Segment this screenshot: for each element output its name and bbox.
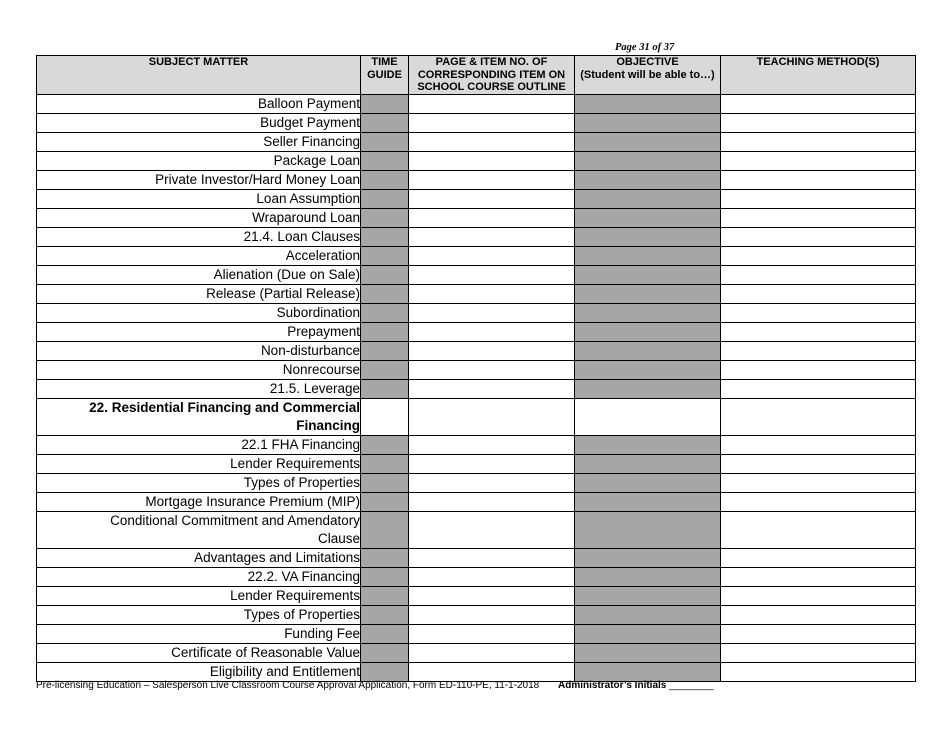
time-guide-cell xyxy=(361,379,409,398)
page-item-cell xyxy=(409,246,575,265)
subject-cell: Certificate of Reasonable Value xyxy=(37,643,361,662)
teaching-method-cell xyxy=(721,246,916,265)
table-row xyxy=(37,473,916,492)
objective-cell xyxy=(575,398,721,435)
objective-cell xyxy=(575,624,721,643)
page-item-cell xyxy=(409,341,575,360)
subject-cell: Acceleration xyxy=(37,246,361,265)
table-row xyxy=(37,586,916,605)
subject-cell: Mortgage Insurance Premium (MIP) xyxy=(37,492,361,511)
page-item-cell xyxy=(409,170,575,189)
table-row xyxy=(37,548,916,567)
time-guide-cell xyxy=(361,265,409,284)
table-row xyxy=(37,360,916,379)
objective-cell xyxy=(575,151,721,170)
time-guide-cell xyxy=(361,492,409,511)
time-guide-cell xyxy=(361,303,409,322)
page-item-cell xyxy=(409,454,575,473)
table-row xyxy=(37,511,916,548)
time-guide-cell xyxy=(361,170,409,189)
time-guide-cell xyxy=(361,151,409,170)
teaching-method-cell xyxy=(721,398,916,435)
objective-cell xyxy=(575,246,721,265)
table-row xyxy=(37,151,916,170)
page-item-cell xyxy=(409,492,575,511)
section-heading-cell: 22. Residential Financing and Commercial Financing xyxy=(37,398,361,435)
subject-cell: Funding Fee xyxy=(37,624,361,643)
objective-cell xyxy=(575,567,721,586)
objective-cell xyxy=(575,170,721,189)
teaching-method-cell xyxy=(721,624,916,643)
subject-cell: Budget Payment xyxy=(37,113,361,132)
table-row xyxy=(37,567,916,586)
section-heading-row xyxy=(37,398,916,435)
objective-cell xyxy=(575,511,721,548)
time-guide-cell xyxy=(361,132,409,151)
subject-cell: Advantages and Limitations xyxy=(37,548,361,567)
page-item-cell xyxy=(409,227,575,246)
subject-cell: Loan Assumption xyxy=(37,189,361,208)
subject-cell: Seller Financing xyxy=(37,132,361,151)
table-row xyxy=(37,341,916,360)
time-guide-cell xyxy=(361,322,409,341)
page-item-cell xyxy=(409,586,575,605)
teaching-methods-header: TEACHING METHOD(S) xyxy=(721,56,916,95)
page-item-cell xyxy=(409,398,575,435)
table-row xyxy=(37,189,916,208)
subject-cell: Alienation (Due on Sale) xyxy=(37,265,361,284)
table-row xyxy=(37,113,916,132)
table-row xyxy=(37,227,916,246)
time-guide-cell xyxy=(361,567,409,586)
teaching-method-cell xyxy=(721,113,916,132)
page-item-cell xyxy=(409,624,575,643)
objective-cell xyxy=(575,322,721,341)
subject-cell: Types of Properties xyxy=(37,605,361,624)
objective-cell xyxy=(575,454,721,473)
objective-cell xyxy=(575,379,721,398)
page-item-cell xyxy=(409,548,575,567)
table-row xyxy=(37,643,916,662)
objective-cell xyxy=(575,113,721,132)
teaching-method-cell xyxy=(721,379,916,398)
subject-cell: 21.5. Leverage xyxy=(37,379,361,398)
time-guide-cell xyxy=(361,586,409,605)
page-item-cell xyxy=(409,284,575,303)
subject-cell: Types of Properties xyxy=(37,473,361,492)
page-item-cell xyxy=(409,322,575,341)
table-row xyxy=(37,322,916,341)
objective-cell xyxy=(575,265,721,284)
subject-cell: Private Investor/Hard Money Loan xyxy=(37,170,361,189)
page-item-header: PAGE & ITEM NO. OF CORRESPONDING ITEM ON SCHOOL COURSE OUTLINE xyxy=(409,56,575,95)
page-item-cell xyxy=(409,265,575,284)
time-guide-header: TIME GUIDE xyxy=(361,56,409,95)
time-guide-cell xyxy=(361,605,409,624)
subject-cell: 22.2. VA Financing xyxy=(37,567,361,586)
teaching-method-cell xyxy=(721,435,916,454)
time-guide-cell xyxy=(361,94,409,113)
teaching-method-cell xyxy=(721,511,916,548)
page-item-cell xyxy=(409,189,575,208)
time-guide-cell xyxy=(361,398,409,435)
page-item-cell xyxy=(409,208,575,227)
teaching-method-cell xyxy=(721,643,916,662)
teaching-method-cell xyxy=(721,360,916,379)
objective-cell xyxy=(575,132,721,151)
teaching-method-cell xyxy=(721,473,916,492)
initials-blank: ________ xyxy=(669,680,714,691)
teaching-method-cell xyxy=(721,151,916,170)
table-row xyxy=(37,435,916,454)
subject-cell: 22.1 FHA Financing xyxy=(37,435,361,454)
table-row xyxy=(37,605,916,624)
teaching-method-cell xyxy=(721,189,916,208)
header-row xyxy=(37,56,916,95)
objective-cell xyxy=(575,605,721,624)
page-item-cell xyxy=(409,435,575,454)
page-item-cell xyxy=(409,643,575,662)
table-row xyxy=(37,265,916,284)
table-row xyxy=(37,284,916,303)
objective-cell xyxy=(575,492,721,511)
subject-matter-header: SUBJECT MATTER xyxy=(37,56,361,95)
table-row xyxy=(37,454,916,473)
objective-cell xyxy=(575,303,721,322)
time-guide-cell xyxy=(361,435,409,454)
objective-cell xyxy=(575,473,721,492)
teaching-method-cell xyxy=(721,548,916,567)
page-item-cell xyxy=(409,132,575,151)
page-item-cell xyxy=(409,605,575,624)
table-row xyxy=(37,208,916,227)
objective-cell xyxy=(575,284,721,303)
subject-cell: Prepayment xyxy=(37,322,361,341)
course-outline-table xyxy=(36,55,916,682)
time-guide-cell xyxy=(361,643,409,662)
table-row xyxy=(37,132,916,151)
table-row xyxy=(37,662,916,681)
objective-cell xyxy=(575,227,721,246)
page-item-cell xyxy=(409,94,575,113)
objective-cell xyxy=(575,643,721,662)
subject-cell: Lender Requirements xyxy=(37,454,361,473)
table-row xyxy=(37,492,916,511)
subject-cell: Subordination xyxy=(37,303,361,322)
page-item-cell xyxy=(409,379,575,398)
time-guide-cell xyxy=(361,246,409,265)
time-guide-cell xyxy=(361,208,409,227)
time-guide-cell xyxy=(361,341,409,360)
teaching-method-cell xyxy=(721,454,916,473)
table-row xyxy=(37,624,916,643)
page-item-cell xyxy=(409,473,575,492)
subject-cell: Wraparound Loan xyxy=(37,208,361,227)
teaching-method-cell xyxy=(721,303,916,322)
objective-cell xyxy=(575,341,721,360)
page-item-cell xyxy=(409,567,575,586)
time-guide-cell xyxy=(361,662,409,681)
page-item-cell xyxy=(409,113,575,132)
time-guide-cell xyxy=(361,284,409,303)
objective-header: OBJECTIVE (Student will be able to…) xyxy=(575,56,721,95)
time-guide-cell xyxy=(361,360,409,379)
page-item-cell xyxy=(409,360,575,379)
subject-cell: 21.4. Loan Clauses xyxy=(37,227,361,246)
subject-cell: Eligibility and Entitlement xyxy=(37,662,361,681)
objective-cell xyxy=(575,208,721,227)
time-guide-cell xyxy=(361,624,409,643)
page-footer xyxy=(36,680,714,691)
subject-cell: Package Loan xyxy=(37,151,361,170)
teaching-method-cell xyxy=(721,322,916,341)
time-guide-cell xyxy=(361,511,409,548)
objective-cell xyxy=(575,435,721,454)
teaching-method-cell xyxy=(721,170,916,189)
page-number: Page 31 of 37 xyxy=(615,42,675,53)
subject-cell: Non-disturbance xyxy=(37,341,361,360)
objective-cell xyxy=(575,94,721,113)
teaching-method-cell xyxy=(721,605,916,624)
teaching-method-cell xyxy=(721,567,916,586)
objective-cell xyxy=(575,189,721,208)
table-row xyxy=(37,170,916,189)
page-item-cell xyxy=(409,303,575,322)
teaching-method-cell xyxy=(721,208,916,227)
time-guide-cell xyxy=(361,548,409,567)
objective-cell xyxy=(575,548,721,567)
table-row xyxy=(37,246,916,265)
page-item-cell xyxy=(409,151,575,170)
teaching-method-cell xyxy=(721,341,916,360)
time-guide-cell xyxy=(361,113,409,132)
time-guide-cell xyxy=(361,189,409,208)
time-guide-cell xyxy=(361,454,409,473)
page-item-cell xyxy=(409,511,575,548)
teaching-method-cell xyxy=(721,492,916,511)
objective-cell xyxy=(575,360,721,379)
time-guide-cell xyxy=(361,227,409,246)
subject-cell: Nonrecourse xyxy=(37,360,361,379)
teaching-method-cell xyxy=(721,132,916,151)
objective-cell xyxy=(575,586,721,605)
initials-label: Administrator’s Initials xyxy=(558,680,667,691)
time-guide-cell xyxy=(361,473,409,492)
table-row xyxy=(37,379,916,398)
subject-cell: Release (Partial Release) xyxy=(37,284,361,303)
page-item-cell xyxy=(409,662,575,681)
table-row xyxy=(37,303,916,322)
teaching-method-cell xyxy=(721,265,916,284)
teaching-method-cell xyxy=(721,94,916,113)
subject-cell: Lender Requirements xyxy=(37,586,361,605)
teaching-method-cell xyxy=(721,227,916,246)
objective-cell xyxy=(575,662,721,681)
subject-cell: Balloon Payment xyxy=(37,94,361,113)
subject-cell: Conditional Commitment and Amendatory Clause xyxy=(37,511,361,548)
form-identifier: Pre-licensing Education – Salesperson Live Classroom Course Approval Application, Form ED-110-PE, 11-1-2018 xyxy=(36,680,540,691)
teaching-method-cell xyxy=(721,284,916,303)
teaching-method-cell xyxy=(721,662,916,681)
teaching-method-cell xyxy=(721,586,916,605)
table-row xyxy=(37,94,916,113)
